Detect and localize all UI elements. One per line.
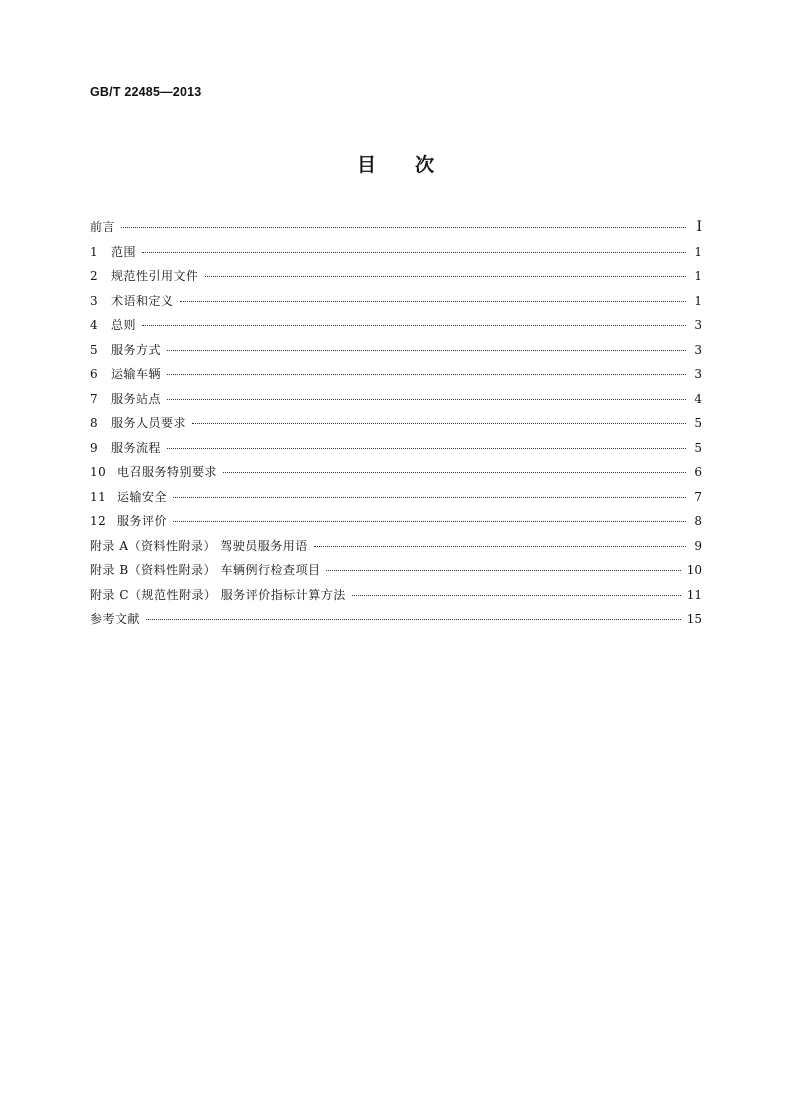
toc-leader-dots [180,301,686,302]
toc-entry-text: 附录 C（规范性附录） 服务评价指标计算方法 [90,587,346,602]
toc-entry[interactable] [90,215,702,240]
toc-entry[interactable] [90,313,702,338]
toc-entry[interactable] [90,436,702,461]
toc-entry-page: 9 [694,538,702,553]
toc-entry-page: 1 [694,293,702,308]
toc-entry-page: 3 [694,318,702,332]
toc-entry-text: 前言 [90,220,116,234]
toc-entry-text: 参考文献 [90,612,141,626]
toc-entry[interactable] [90,485,702,510]
toc-entry[interactable] [90,534,702,559]
toc-entry-number: 10 [90,465,107,479]
toc-entry-page: 6 [694,465,702,479]
toc-entry-number: 4 [90,318,99,332]
toc-entry[interactable] [90,460,702,485]
toc-entry-text: 运输车辆 [111,367,162,381]
toc-entry-page: 15 [686,612,702,626]
standard-code: GB/T 22485—2013 [90,85,202,99]
toc-entry-page: 3 [694,367,702,381]
toc-leader-dots [167,350,686,351]
toc-leader-dots [192,423,686,424]
toc-leader-dots [223,472,686,473]
toc-entry-page: 1 [694,269,702,283]
toc-leader-dots [146,619,681,620]
toc-entry-page: 4 [694,391,702,406]
toc-entry-label [90,289,174,314]
toc-entry-label [90,338,161,363]
toc-entry-text: 规范性引用文件 [111,269,199,283]
toc-title-right: 次 [415,154,436,176]
toc-entry[interactable] [90,362,702,387]
toc-entry-page: 3 [694,342,702,357]
toc-entry-number: 7 [90,391,99,406]
toc-entry[interactable] [90,289,702,314]
toc-entry-text: 运输安全 [117,489,168,504]
toc-entry-label [90,215,115,240]
toc-entry-text: 服务流程 [111,440,162,455]
toc-leader-dots [167,374,686,375]
toc-entry-page: 1 [694,244,702,259]
toc-leader-dots [142,325,686,326]
toc-entry-text: 附录 A（资料性附录） 驾驶员服务用语 [90,538,308,553]
toc-entry-number: 8 [90,416,99,430]
toc-leader-dots [314,546,686,547]
toc-entry-label [90,534,308,559]
toc-entry-text: 服务站点 [111,391,162,406]
toc-leader-dots [121,227,686,228]
toc-leader-dots [167,399,686,400]
toc-entry-label [90,387,161,412]
toc-entry-label [90,558,320,583]
toc-entry-page: Ⅰ [696,219,702,235]
toc-entry-text: 电召服务特别要求 [117,465,218,479]
toc-entry-text: 总则 [111,318,137,332]
toc-entry[interactable] [90,338,702,363]
toc-entry[interactable] [90,240,702,265]
toc-leader-dots [173,521,686,522]
toc-entry-text: 范围 [111,244,137,259]
toc-entry-label [90,583,346,608]
toc-entry[interactable] [90,264,702,289]
toc-entry-label [90,509,167,534]
toc-entry-text: 服务方式 [111,342,162,357]
table-of-contents [90,215,702,632]
toc-entry-text: 服务评价 [117,514,168,528]
toc-entry-number: 2 [90,269,99,283]
toc-entry-page: 11 [686,587,702,602]
toc-title-left: 目 [356,154,377,176]
toc-entry-number: 12 [90,514,107,528]
toc-entry-number: 5 [90,342,99,357]
toc-entry-page: 8 [694,514,702,528]
toc-entry-page: 5 [694,440,702,455]
toc-entry-label [90,607,140,632]
toc-title [0,150,792,177]
toc-leader-dots [142,252,686,253]
toc-entry[interactable] [90,558,702,583]
toc-entry-label [90,411,186,436]
toc-leader-dots [205,276,686,277]
toc-entry-page: 10 [686,563,702,577]
toc-entry[interactable] [90,607,702,632]
toc-entry-number: 11 [90,489,107,504]
toc-entry-number: 6 [90,367,99,381]
toc-entry-label [90,460,217,485]
toc-entry-text: 服务人员要求 [111,416,187,430]
toc-entry-label [90,240,136,265]
toc-entry-label [90,313,136,338]
toc-entry-number: 1 [90,244,99,259]
toc-entry-number: 9 [90,440,99,455]
toc-leader-dots [173,497,686,498]
toc-entry[interactable] [90,387,702,412]
toc-entry[interactable] [90,509,702,534]
toc-entry[interactable] [90,583,702,608]
toc-entry-page: 7 [694,489,702,504]
toc-entry-label [90,362,161,387]
toc-entry-label [90,485,167,510]
toc-leader-dots [326,570,680,571]
toc-entry[interactable] [90,411,702,436]
toc-entry-label [90,436,161,461]
toc-leader-dots [352,595,681,596]
toc-entry-label [90,264,199,289]
toc-entry-number: 3 [90,293,99,308]
toc-leader-dots [167,448,686,449]
toc-entry-text: 术语和定义 [111,293,174,308]
toc-entry-text: 附录 B（资料性附录） 车辆例行检查项目 [90,563,321,577]
toc-entry-page: 5 [694,416,702,430]
